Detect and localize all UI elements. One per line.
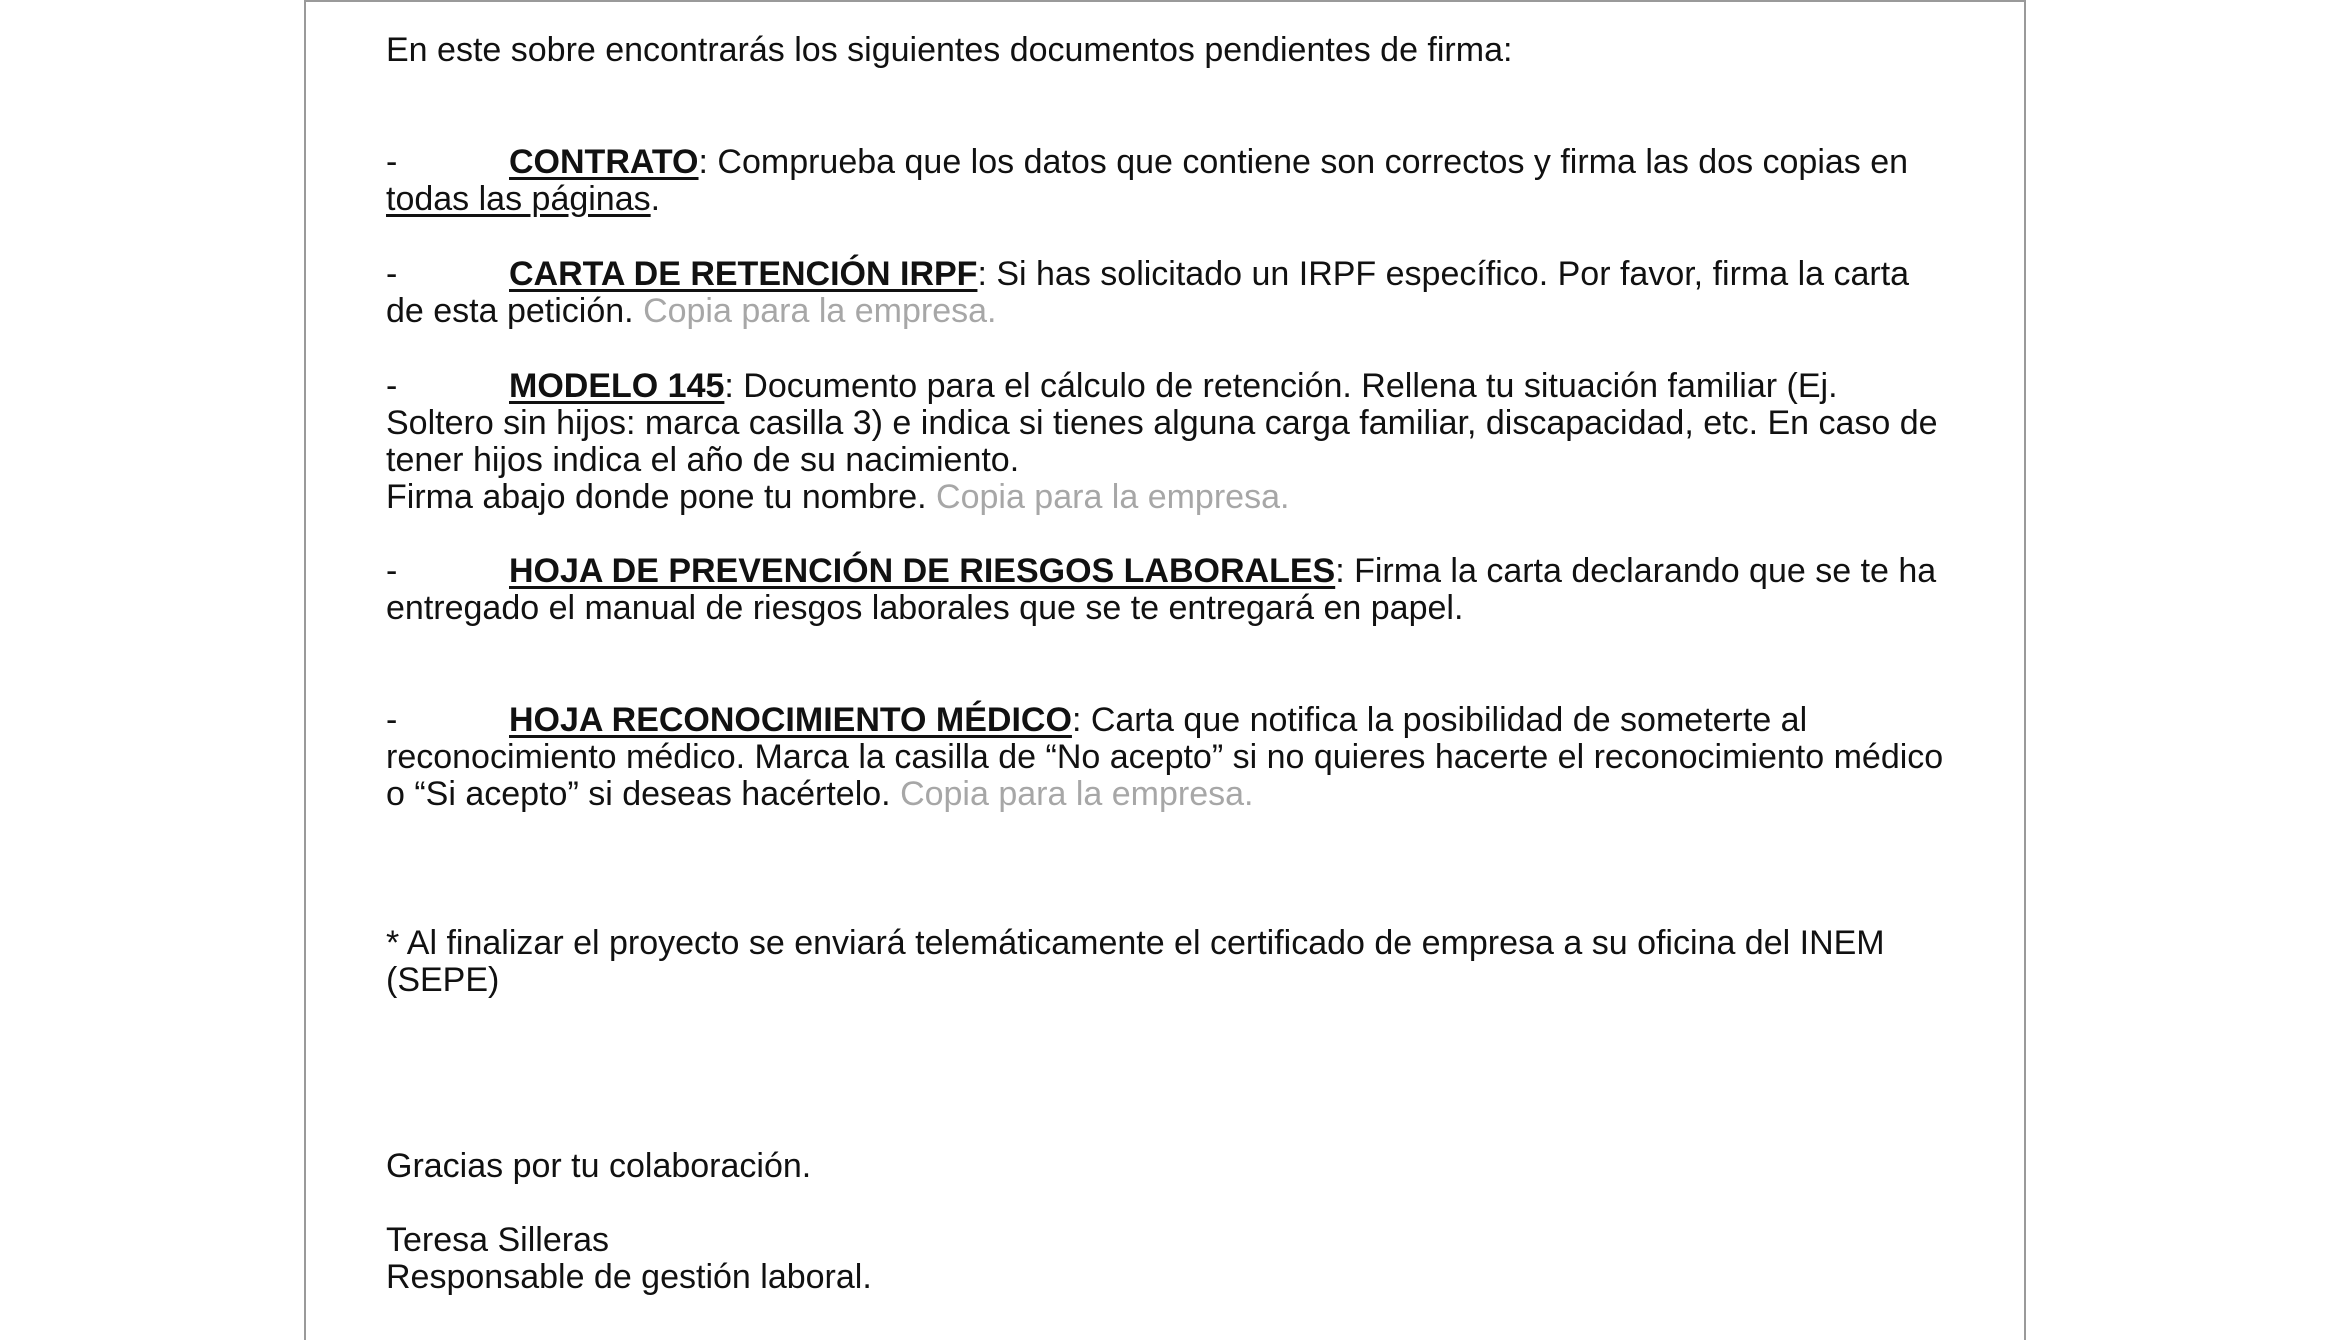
item-text: : Documento para el cálculo de retención. Rellena tu situación familiar (Ej. Soltero sin hijos: marca casilla 3) e indica si tienes alguna carga familiar, discapacidad, etc. En caso de tener hijos indica el año de su nacimiento.: [386, 367, 1938, 479]
item-text-end: .: [650, 180, 661, 218]
copy-note: Copia para la empresa.: [936, 478, 1290, 516]
item-prevencion-riesgos: [386, 553, 1946, 627]
bullet-dash: -: [386, 701, 398, 739]
item-keyword: MODELO 145: [509, 367, 725, 405]
document-page: [304, 0, 2026, 1340]
item-keyword: HOJA RECONOCIMIENTO MÉDICO: [509, 701, 1072, 739]
item-text: : Carta que notifica la posibilidad de someterte al reconocimiento médico. Marca la casilla de “No acepto” si no quieres hacerte el reconocimiento médico o “Si acepto” si deseas hacértelo.: [386, 701, 1944, 813]
copy-note: Copia para la empresa.: [643, 292, 997, 330]
item-text: : Si has solicitado un IRPF específico. Por favor, firma la carta de esta petición.: [386, 255, 1910, 330]
item-contrato: [386, 144, 1946, 218]
bullet-dash: -: [386, 367, 398, 405]
item-modelo-145: [386, 368, 1946, 516]
item-text: : Firma la carta declarando que se te ha entregado el manual de riesgos laborales que se te entregará en papel.: [386, 552, 1937, 627]
item-text: : Comprueba que los datos que contiene son correctos y firma las dos copias en: [698, 143, 1909, 181]
footnote-paragraph: * Al finalizar el proyecto se enviará telemáticamente el certificado de empresa a su oficina del INEM (SEPE): [386, 924, 1885, 999]
item-keyword: CARTA DE RETENCIÓN IRPF: [509, 255, 978, 293]
signature-role: Responsable de gestión laboral.: [386, 1258, 872, 1296]
signature-block: [386, 1222, 1946, 1296]
item-keyword: CONTRATO: [509, 143, 699, 181]
intro-paragraph: En este sobre encontrarás los siguientes documentos pendientes de firma:: [386, 31, 1513, 69]
bullet-dash: -: [386, 552, 398, 590]
item-carta-irpf: [386, 256, 1946, 330]
signature-name: Teresa Silleras: [386, 1221, 609, 1259]
item-text-line2: Firma abajo donde pone tu nombre.: [386, 478, 937, 516]
thanks-line: Gracias por tu colaboración.: [386, 1147, 812, 1185]
item-keyword: HOJA DE PREVENCIÓN DE RIESGOS LABORALES: [509, 552, 1336, 590]
copy-note: Copia para la empresa.: [900, 775, 1254, 813]
item-underlined-text: todas las páginas: [386, 180, 651, 218]
bullet-dash: -: [386, 143, 398, 181]
item-reconocimiento-medico: [386, 702, 1946, 813]
bullet-dash: -: [386, 255, 398, 293]
